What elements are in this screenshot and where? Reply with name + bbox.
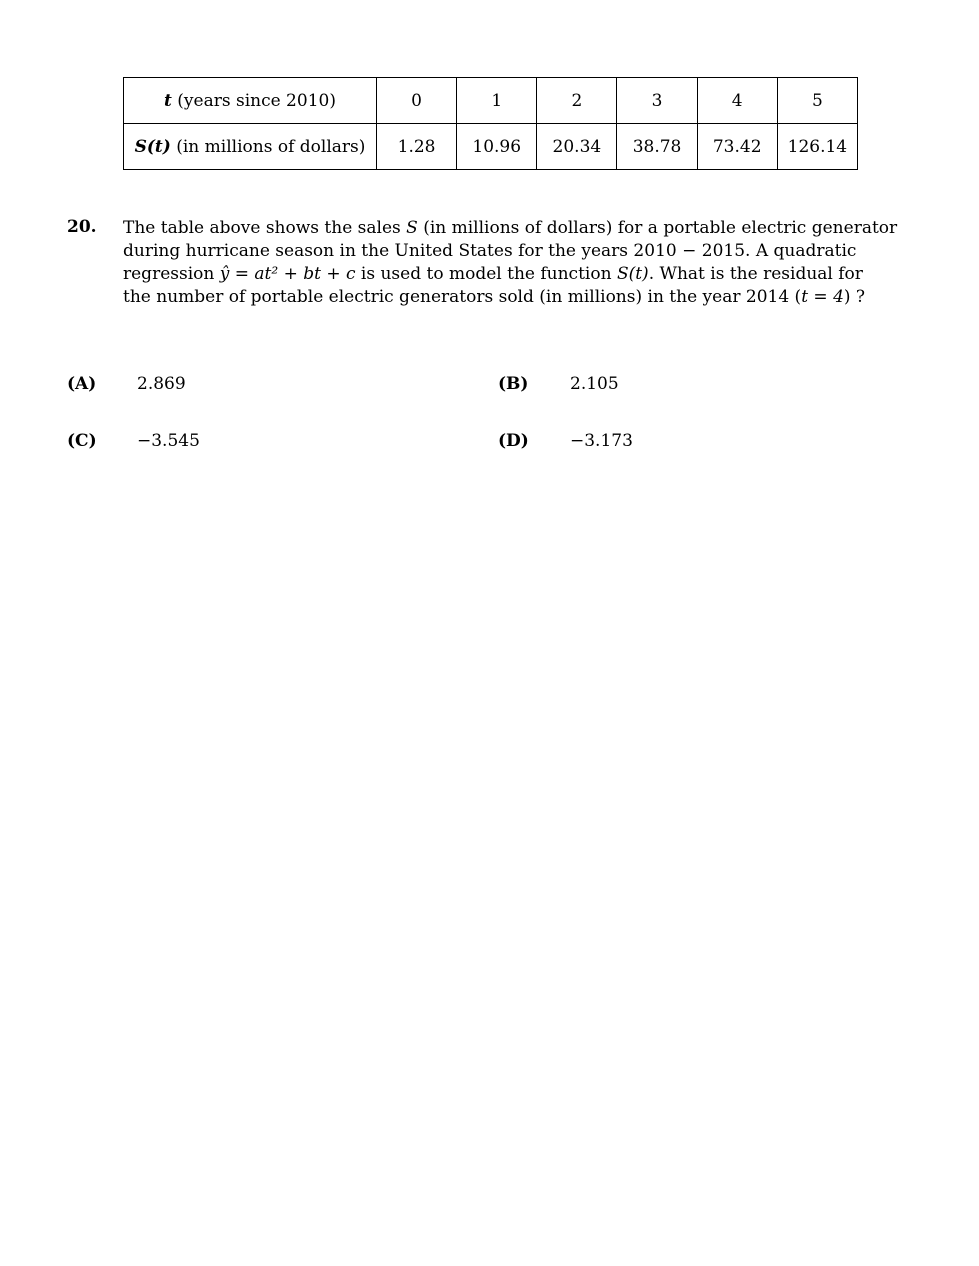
question-line [123,286,866,309]
math-variable: S [406,218,418,238]
t-variable: t [164,90,172,111]
s-variable: S(t) [134,136,171,157]
question-number: 20. [67,217,97,237]
table-cell: 4 [697,78,777,124]
text-fragment: (in millions of dollars) for a portable electric generator [417,218,898,238]
answer-choice-c[interactable] [67,431,367,455]
t-header-text: (years since 2010) [171,90,336,111]
choice-label: (A) [67,374,97,394]
answer-choice-a[interactable] [67,374,367,398]
answer-choice-d[interactable] [498,431,798,455]
table-cell: 38.78 [617,124,697,170]
choice-label: (B) [498,374,529,394]
regression-formula: ŷ = at² + bt + c [219,264,356,284]
table-cell: 2 [537,78,617,124]
question-line [123,263,863,286]
answer-choice-b[interactable] [498,374,798,398]
question-line: during hurricane season in the United States for the years 2010 − 2015. A quadratic [123,241,857,261]
math-function: S(t) [616,264,649,284]
table-row-header-t [124,78,377,124]
table-cell: 5 [777,78,857,124]
text-fragment: The table above shows the sales [123,218,407,238]
choice-value: 2.105 [570,374,619,394]
table-cell: 3 [617,78,697,124]
table-row-header-s [124,124,377,170]
question-line [123,217,898,240]
question-text [123,217,898,309]
text-fragment: the number of portable electric generators sold (in millions) in the year 2014 ( [123,287,802,307]
choice-value: −3.545 [137,431,200,451]
choice-label: (D) [498,431,529,451]
text-fragment: regression [123,264,220,284]
table-cell: 10.96 [457,124,537,170]
s-header-text: (in millions of dollars) [170,136,366,157]
table-cell: 73.42 [697,124,777,170]
table-cell: 0 [377,78,457,124]
data-table [123,77,858,170]
choice-value: −3.173 [570,431,633,451]
table-cell: 126.14 [777,124,857,170]
choice-value: 2.869 [137,374,186,394]
text-fragment: . What is the residual for [648,264,863,284]
table-cell: 1.28 [377,124,457,170]
math-condition: t = 4 [801,287,844,307]
text-fragment: ) ? [843,287,866,307]
table-cell: 1 [457,78,537,124]
table-row-t [124,78,858,124]
table-row-s [124,124,858,170]
text-fragment: is used to model the function [355,264,617,284]
table-cell: 20.34 [537,124,617,170]
choice-label: (C) [67,431,97,451]
